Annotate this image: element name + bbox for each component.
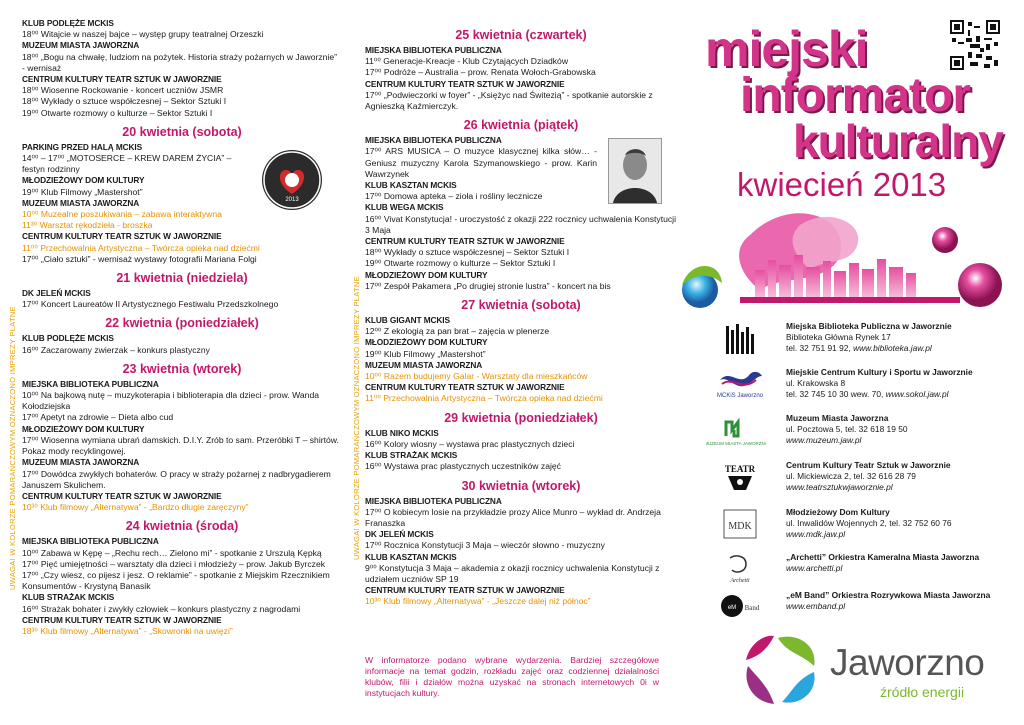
paid-event: 11⁰⁰ Przechowalnia Artystyczna – Twórcza opieka nad dziećmi	[365, 393, 603, 404]
paid-event: 18³⁰ Klub filmowy „Alternatywa” - „Skowronki na uwięzi”	[22, 625, 233, 636]
institution-website-link[interactable]: www.mdk.jaw.pl	[786, 529, 846, 540]
event-item: 17⁰⁰ Rocznica Konstytucji 3 Maja – wieczór słowno - muzyczny	[365, 540, 605, 551]
institution-museum	[786, 413, 1001, 447]
institution-website-link[interactable]: www.biblioteka.jaw.pl	[853, 343, 932, 354]
institution-name: Miejska Biblioteka Publiczna w Jaworznie	[786, 321, 952, 331]
event-item: 17⁰⁰ ARS MUSICA – O muzyce klasycznej kilka słów… - Geniusz muzyczny Karola Szymanowskiego - prow. Karin Wawrzynek	[365, 146, 597, 179]
institution-website-link[interactable]: www.emband.pl	[786, 601, 846, 612]
event-item: 17⁰⁰ Apetyt na zdrowie – Dieta albo cud	[22, 412, 174, 423]
venue-name: MUZEUM MIASTA JAWORZNA	[365, 359, 483, 370]
day-heading: 23 kwietnia (wtorek)	[122, 361, 242, 376]
paid-event: 10⁰⁰ Muzealne poszukiwania – zabawa interaktywna	[22, 209, 222, 220]
institution-mdk	[786, 507, 1001, 541]
venue-name: MŁODZIEŻOWY DOM KULTURY	[365, 269, 488, 280]
institution-teatr	[786, 460, 1001, 494]
schedule-column-middle	[365, 22, 677, 608]
institution-address: Biblioteka Główna Rynek 17	[786, 332, 891, 343]
venue-name: KLUB NIKO MCKIS	[365, 427, 439, 438]
event-item: 18⁰⁰ Wykłady o sztuce współczesnej – Sektor Sztuki I	[365, 247, 570, 258]
day-heading: 30 kwietnia (wtorek)	[461, 478, 581, 493]
title-line-miejski: miejski	[705, 21, 868, 77]
paid-event: 10³⁰ Klub filmowy „Alternatywa” - „Bardzo długie zaręczyny”	[22, 502, 249, 513]
venue-name: DK JELEŃ MCKIS	[22, 288, 91, 299]
venue-name: MIEJSKA BIBLIOTEKA PUBLICZNA	[22, 536, 159, 547]
svg-text:Band: Band	[744, 604, 760, 612]
venue-name: KLUB KASZTAN MCKIS	[365, 551, 457, 562]
day-heading: 22 kwietnia (poniedziałek)	[105, 316, 259, 331]
svg-text:TEATR: TEATR	[724, 464, 756, 474]
decorative-graphic	[680, 205, 1010, 315]
title-month: kwiecień 2013	[737, 166, 947, 203]
event-item: 16⁰⁰ Wystawa prac plastycznych uczestników zajęć	[365, 461, 561, 472]
day-heading: 27 kwietnia (sobota)	[461, 298, 581, 313]
motoserce-badge	[262, 150, 322, 210]
paid-event: 10³⁰ Klub filmowy „Alternatywa” - „Jeszcze dalej niż północ”	[365, 596, 591, 607]
event-item: 10⁰⁰ Na bajkową nutę – muzykoterapia i biblioterapia dla dzieci - prow. Wanda Kołodziejska	[22, 390, 320, 412]
event-item: 16⁰⁰ Kolory wiosny – wystawa prac plastycznych dzieci	[365, 438, 575, 449]
jaworzno-logo-mark	[738, 632, 828, 708]
venue-name: CENTRUM KULTURY TEATR SZTUK W JAWORZNIE	[365, 236, 565, 247]
institution-logo-mdk	[716, 506, 764, 542]
venue-name: DK JELEŃ MCKIS	[365, 529, 434, 540]
event-item: 17⁰⁰ „Ciało sztuki” - wernisaż wystawy fotografii Mariana Folgi	[22, 253, 257, 264]
day-heading: 21 kwietnia (niedziela)	[116, 271, 248, 286]
day-heading: 25 kwietnia (czwartek)	[455, 28, 587, 42]
institution-website-link[interactable]: www.archetti.pl	[786, 563, 843, 574]
event-item: 17⁰⁰ „Czy wiesz, co pijesz i jesz. O reklamie” - spotkanie z Miejskim Rzecznikiem Konsumentów - Krystyną Banasik	[22, 569, 330, 592]
event-item: 17⁰⁰ Wiosenna wymiana ubrań damskich. D.I.Y. Zrób to sam. Przeróbki T – shirtów. Pokaz mody recyklingowej.	[22, 434, 339, 457]
title-line-informator: informator	[740, 69, 970, 122]
venue-name: CENTRUM KULTURY TEATR SZTUK W JAWORZNIE	[365, 585, 565, 596]
institution-logo-museum	[706, 412, 766, 448]
event-item: 16⁰⁰ Strażak bohater i zwykły człowiek – konkurs plastyczny z nagrodami	[22, 603, 301, 614]
paid-event: 10⁰⁰ Razem budujemy Galar - Warsztaty dla mieszkańców	[365, 371, 588, 382]
event-item: 19⁰⁰ Klub Filmowy „Mastershot”	[22, 186, 143, 197]
event-item: 19⁰⁰ Otwarte rozmowy o kulturze – Sektor Sztuki I	[22, 107, 213, 118]
brand-name: Jaworzno	[830, 642, 985, 683]
venue-name: MUZEUM MIASTA JAWORZNA	[22, 40, 140, 51]
institution-name: „Archetti” Orkiestra Kameralna Miasta Jaworzna	[786, 552, 980, 562]
venue-name: MŁODZIEŻOWY DOM KULTURY	[22, 423, 145, 434]
event-item: 17⁰⁰ Podróże – Australia – prow. Renata Wołoch-Grabowska	[365, 67, 596, 78]
svg-text:eM: eM	[727, 605, 737, 611]
venue-name: MUZEUM MIASTA JAWORZNA	[22, 457, 140, 468]
venue-name: KLUB PODLĘŻE MCKIS	[22, 333, 114, 344]
institution-name: Młodzieżowy Dom Kultury	[786, 507, 890, 517]
venue-name: CENTRUM KULTURY TEATR SZTUK W JAWORZNIE	[22, 74, 222, 85]
event-item: 17⁰⁰ „Podwieczorki w foyer” - „Księżyc nad Świtezią” - spotkanie autorskie z Agnieszką Kaźmierczyk.	[365, 89, 653, 112]
venue-name: MŁODZIEŻOWY DOM KULTURY	[365, 337, 488, 348]
venue-name: MIEJSKA BIBLIOTEKA PUBLICZNA	[365, 135, 502, 146]
institution-website-link[interactable]: www.teatrsztukwjaworznie.pl	[786, 482, 893, 493]
day-heading: 26 kwietnia (piątek)	[463, 118, 579, 133]
event-item: 16⁰⁰ Vivat Konstytucja! - uroczystość z okazji 222 rocznicy uchwalenia Konstytucji 3 Maja	[365, 213, 676, 235]
institution-name: Muzeum Miasta Jaworzna	[786, 413, 889, 423]
venue-name: MŁODZIEŻOWY DOM KULTURY	[22, 175, 145, 186]
brand-tagline: źródło energii	[880, 684, 965, 700]
institution-mckis	[786, 367, 1001, 401]
schedule-column-left	[22, 18, 342, 637]
szymanowski-photo	[608, 138, 662, 204]
institution-archetti	[786, 552, 1001, 574]
svg-text:Archetti: Archetti	[730, 578, 750, 584]
event-item: 10⁰⁰ Zabawa w Kępę – „Rechu rech… Zielono mi” - spotkanie z Urszulą Kępką	[22, 547, 322, 558]
event-item: 17⁰⁰ Domowa apteka – zioła i rośliny lecznicze	[365, 191, 543, 202]
institution-logo-library	[716, 322, 764, 358]
venue-name: MIEJSKA BIBLIOTEKA PUBLICZNA	[22, 378, 159, 389]
venue-name: MUZEUM MIASTA JAWORZNA	[22, 197, 140, 208]
institution-library	[786, 321, 1001, 355]
paid-events-note-right: UWAGA! W KOLORZE POMARAŃCZOWYM OZNACZONO IMPREZY PŁATNE	[352, 276, 361, 560]
venue-name: CENTRUM KULTURY TEATR SZTUK W JAWORZNIE	[22, 231, 222, 242]
venue-name: KLUB GIGANT MCKIS	[365, 315, 450, 326]
venue-name: KLUB KASZTAN MCKIS	[365, 180, 457, 191]
event-item: 18⁰⁰ Wiosenne Rockowanie - koncert uczniów JSMR	[22, 85, 224, 96]
venue-name: KLUB STRAŻAK MCKIS	[22, 592, 115, 603]
venue-name: KLUB STRAŻAK MCKIS	[365, 450, 458, 461]
venue-name: PARKING PRZED HALĄ MCKIS	[22, 141, 143, 152]
svg-text:MDK: MDK	[728, 521, 752, 532]
day-heading: 29 kwietnia (poniedziałek)	[444, 410, 598, 425]
institution-logo-teatr	[716, 460, 764, 496]
institution-phone: tel. 32 745 10 30 wew. 70,	[786, 389, 886, 400]
event-item: 18⁰⁰ „Bogu na chwałę, ludziom na pożytek. Historia straży pożarnych w Jaworznie” - wernisaż	[22, 51, 337, 73]
event-item: 17⁰⁰ Koncert Laureatów II Artystycznego Festiwalu Przedszkolnego	[22, 299, 279, 310]
svg-text:MUZEUM MIASTA JAWORZNA: MUZEUM MIASTA JAWORZNA	[706, 441, 766, 446]
qr-code	[950, 20, 1000, 70]
institution-address: ul. Krakowska 8	[786, 378, 846, 389]
institution-name: Miejskie Centrum Kultury i Sportu w Jaworznie	[786, 367, 973, 377]
svg-text:MCKiS Jaworzno: MCKiS Jaworzno	[716, 393, 764, 399]
event-item: 18⁰⁰ Wykłady o sztuce współczesnej – Sektor Sztuki I	[22, 96, 227, 107]
day-heading: 20 kwietnia (sobota)	[122, 124, 242, 139]
event-item: 18⁰⁰ Witajcie w naszej bajce – występ grupy teatralnej Orzeszki	[22, 29, 264, 40]
institution-address: ul. Mickiewicza 2, tel. 32 616 28 79	[786, 471, 916, 482]
institution-logo-emband	[716, 588, 764, 624]
paid-events-note-left: UWAGA! W KOLORZE POMARAŃCZOWYM OZNACZONO IMPREZY PŁATNE	[8, 306, 17, 590]
venue-name: CENTRUM KULTURY TEATR SZTUK W JAWORZNIE	[365, 382, 565, 393]
institution-phone: tel. 32 751 91 92,	[786, 343, 854, 354]
event-item: 19⁰⁰ Otwarte rozmowy o kulturze – Sektor Sztuki I	[365, 258, 556, 269]
event-item: 17⁰⁰ O kobiecym losie na przykładzie prozy Alice Munro – wykład dr. Andrzeja Franaszka	[365, 506, 661, 528]
venue-name: CENTRUM KULTURY TEATR SZTUK W JAWORZNIE	[22, 614, 222, 625]
institution-emband	[786, 590, 1001, 612]
event-item: 11⁰⁰ Generacje-Kreacje - Klub Czytających Dziadków	[365, 56, 569, 67]
venue-name: KLUB PODLĘŻE MCKIS	[22, 18, 114, 28]
venue-name: CENTRUM KULTURY TEATR SZTUK W JAWORZNIE	[365, 78, 565, 89]
institution-website-link[interactable]: www.muzeum.jaw.pl	[786, 435, 862, 446]
venue-name: MIEJSKA BIBLIOTEKA PUBLICZNA	[365, 495, 502, 506]
venue-name: KLUB WEGA MCKIS	[365, 202, 444, 213]
paid-event: 11³⁰ Warsztat rękodzieła - broszka	[22, 220, 153, 231]
institution-website-link[interactable]: www.sokol.jaw.pl	[885, 389, 949, 400]
institution-logo-mckis	[716, 366, 764, 402]
title-line-kulturalny: kulturalny	[793, 115, 1003, 167]
event-item: 14⁰⁰ – 17⁰⁰ „MOTOSERCE – KREW DAREM ŻYCIA” – festyn rodzinny	[22, 153, 232, 175]
event-item: 17⁰⁰ Pięć umiejętności – warsztaty dla dzieci i młodzieży – prow. Jakub Byrczek	[22, 558, 326, 569]
venue-name: CENTRUM KULTURY TEATR SZTUK W JAWORZNIE	[22, 490, 222, 501]
institution-logo-archetti	[716, 550, 764, 586]
event-item: 17⁰⁰ Dowódca zwykłych bohaterów. O pracy w straży pożarnej z nadbrygadierem Januszem Skulichem.	[22, 468, 331, 490]
event-item: 19⁰⁰ Klub Filmowy „Mastershot”	[365, 348, 486, 359]
institution-name: Centrum Kultury Teatr Sztuk w Jaworznie	[786, 460, 951, 470]
event-item: 12⁰⁰ Z ekologią za pan brat – zajęcia w plenerze	[365, 326, 550, 337]
venue-name: MIEJSKA BIBLIOTEKA PUBLICZNA	[365, 45, 502, 55]
institution-address: ul. Inwalidów Wojennych 2, tel. 32 752 60 76	[786, 518, 952, 529]
event-item: 17⁰⁰ Zespół Pakamera „Po drugiej stronie lustra” - koncert na bis	[365, 280, 611, 291]
event-item: 16⁰⁰ Zaczarowany zwierzak – konkurs plastyczny	[22, 344, 210, 355]
day-heading: 24 kwietnia (środa)	[125, 519, 239, 534]
event-item: 9⁰⁰ Konstytucja 3 Maja – akademia z okazji rocznicy uchwalenia Konstytucji z udziałem uczniów SP 19	[365, 562, 660, 584]
svg-text:2013: 2013	[285, 197, 299, 203]
footnote: W informatorze podano wybrane wydarzenia. Bardziej szczegółowe informacje na temat godzin, rozkładu zajęć oraz codziennej działalności klubów, filii i działów można uzyskać na stronach internetowych 0i w instytucjach kultury.	[365, 655, 659, 698]
paid-event: 11⁰⁰ Przechowalnia Artystyczna – Twórcza opieka nad dziećmi	[22, 242, 260, 253]
institution-name: „eM Band” Orkiestra Rozrywkowa Miasta Jaworzna	[786, 590, 991, 600]
institution-address: ul. Pocztowa 5, tel. 32 618 19 50	[786, 424, 908, 435]
